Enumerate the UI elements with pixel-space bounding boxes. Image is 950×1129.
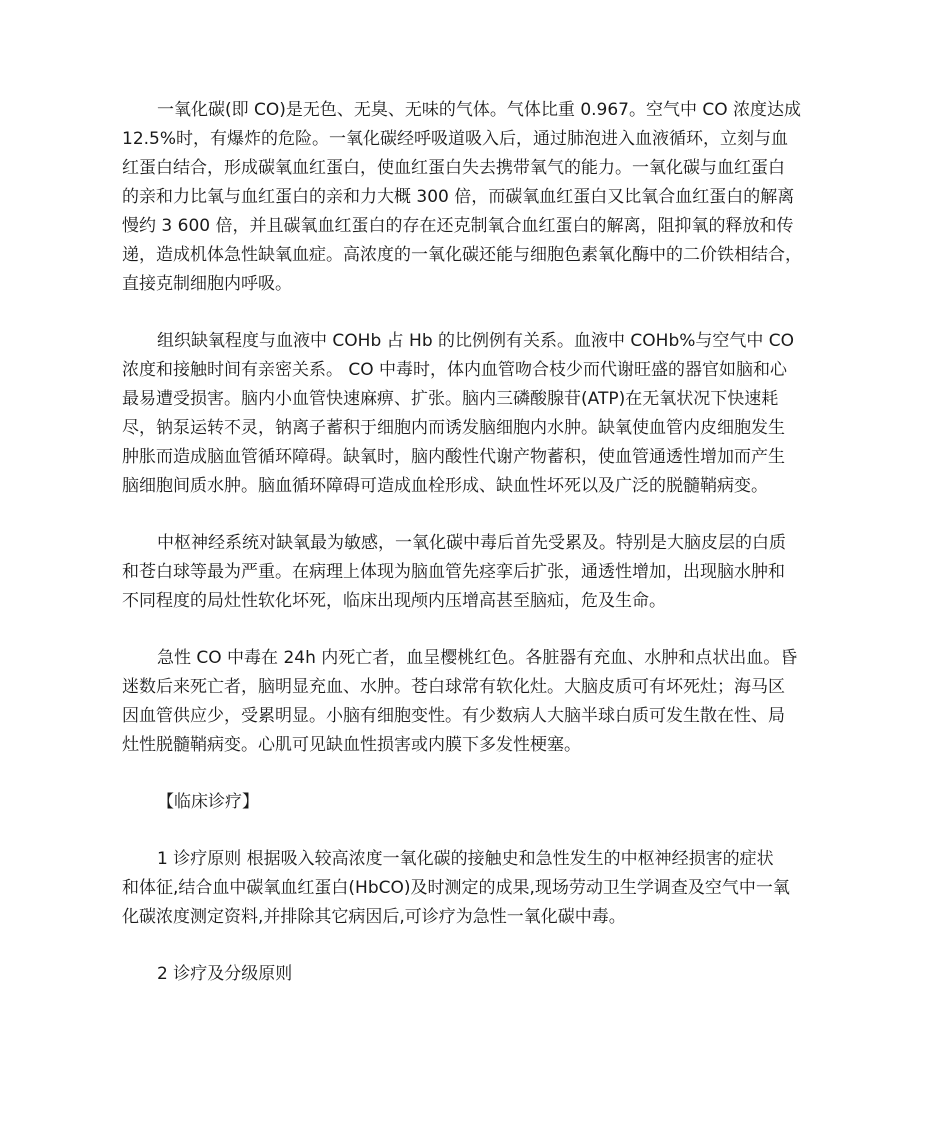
paragraph-diagnosis-principles [122, 845, 836, 932]
text-line: 中枢神经系统对缺氧最为敏感，一氧化碳中毒后首先受累及。特别是大脑皮层的白质 [157, 533, 786, 553]
section-heading-grading-principles [122, 960, 836, 989]
text-line: 和苍白球等最为严重。在病理上体现为脑血管先痉挛后扩张，通透性增加，出现脑水肿和 [122, 562, 785, 582]
document-page [122, 96, 836, 1017]
text-line: 组织缺氧程度与血液中 COHb 占 Hb 的比例例有关系。血液中 COHb%与空气中 CO [157, 331, 795, 351]
text-line: 红蛋白结合，形成碳氧血红蛋白，使血红蛋白失去携带氧气的能力。一氧化碳与血红蛋白 [122, 158, 785, 178]
text-line: 【临床诊疗】 [157, 792, 259, 812]
text-line: 肿胀而造成脑血管循环障碍。缺氧时，脑内酸性代谢产物蓄积，使血管通透性增加而产生 [122, 447, 785, 467]
section-heading-clinical-diagnosis [122, 788, 836, 817]
text-line: 递，造成机体急性缺氧血症。高浓度的一氧化碳还能与细胞色素氧化酶中的二价铁相结合， [122, 245, 802, 265]
paragraph-pathology [122, 644, 836, 760]
text-line: 1 诊疗原则 根据吸入较高浓度一氧化碳的接触史和急性发生的中枢神经损害的症状 [157, 849, 774, 869]
text-line: 慢约 3 600 倍，并且碳氧血红蛋白的存在还克制氧合血红蛋白的解离，阻抑氧的释放和传 [122, 216, 794, 236]
text-line: 一氧化碳(即 CO)是无色、无臭、无味的气体。气体比重 0.967。空气中 CO 浓度达成 [157, 100, 802, 120]
paragraph-tissue-hypoxia [122, 327, 836, 501]
text-line: 化碳浓度测定资料,并排除其它病因后,可诊疗为急性一氧化碳中毒。 [122, 907, 626, 927]
text-line: 直接克制细胞内呼吸。 [122, 274, 292, 294]
text-line: 最易遭受损害。脑内小血管快速麻痹、扩张。脑内三磷酸腺苷(ATP)在无氧状况下快速耗 [122, 389, 779, 409]
text-line: 的亲和力比氧与血红蛋白的亲和力大概 300 倍，而碳氧血红蛋白又比氧合血红蛋白的解离 [122, 187, 795, 207]
text-line: 12.5%时，有爆炸的危险。一氧化碳经呼吸道吸入后，通过肺泡进入血液循环，立刻与血 [122, 129, 789, 149]
text-line: 浓度和接触时间有亲密关系。 CO 中毒时，体内血管吻合枝少而代谢旺盛的器官如脑和心 [122, 360, 788, 380]
text-line: 和体征,结合血中碳氧血红蛋白(HbCO)及时测定的成果,现场劳动卫生学调查及空气中一氧 [122, 878, 790, 898]
text-line: 因血管供应少，受累明显。小脑有细胞变性。有少数病人大脑半球白质可发生散在性、局 [122, 706, 785, 726]
text-line: 灶性脱髓鞘病变。心肌可见缺血性损害或内膜下多发性梗塞。 [122, 735, 581, 755]
text-line: 不同程度的局灶性软化坏死，临床出现颅内压增高甚至脑疝，危及生命。 [122, 591, 666, 611]
text-line: 2 诊疗及分级原则 [157, 964, 293, 984]
text-line: 脑细胞间质水肿。脑血循环障碍可造成血栓形成、缺血性坏死以及广泛的脱髓鞘病变。 [122, 476, 768, 496]
paragraph-co-properties [122, 96, 836, 299]
text-line: 尽，钠泵运转不灵，钠离子蓄积于细胞内而诱发脑细胞内水肿。缺氧使血管内皮细胞发生 [122, 418, 785, 438]
paragraph-cns-sensitivity [122, 529, 836, 616]
text-line: 迷数后来死亡者，脑明显充血、水肿。苍白球常有软化灶。大脑皮质可有坏死灶；海马区 [122, 677, 785, 697]
text-line: 急性 CO 中毒在 24h 内死亡者，血呈樱桃红色。各脏器有充血、水肿和点状出血。昏 [157, 648, 798, 668]
